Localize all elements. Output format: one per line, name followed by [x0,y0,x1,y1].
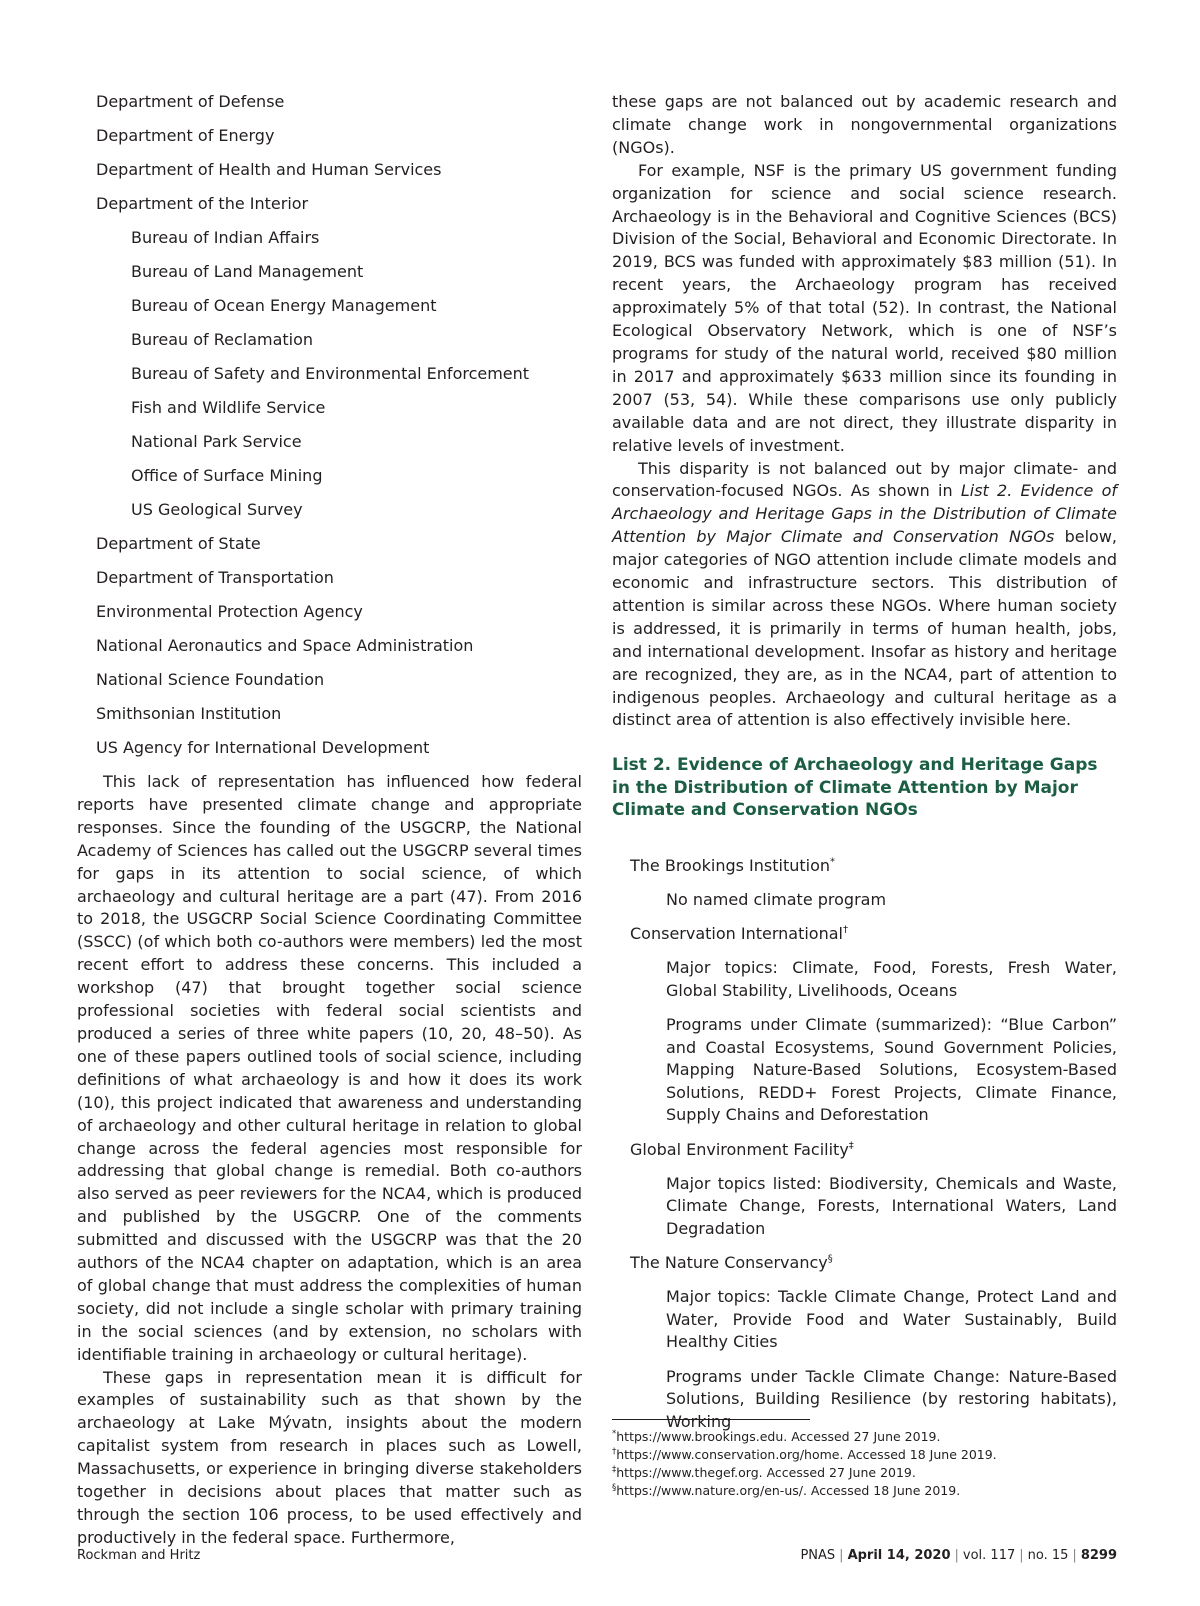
agency-item: Bureau of Land Management [131,262,364,281]
ngo-name-text: The Brookings Institution [630,855,831,875]
footnote-text: https://www.thegef.org. Accessed 27 June 2019. [616,1465,916,1480]
ngo-name [612,855,1117,877]
footnote [612,1464,1117,1482]
issue-date: April 14, 2020 [847,1548,951,1563]
ngo-name-text: The Nature Conservancy [630,1253,828,1273]
footnote [612,1446,1117,1464]
body-paragraph: For example, NSF is the primary US government funding organization for science and social science research. Archaeology is in the Behavioral and Cognitive Sciences (BCS) Division of the Social, Behavioral and Economic Directorate. In 2019, BCS was funded with approximately $83 million (51). In recent years, the Archaeology program has received approximately 5% of that total (52). In contrast, the National Ecological Observatory Network, which is one of NSF’s programs for study of the natural world, received $80 million in 2017 and approximately $633 million since its founding in 2007 (53, 54). While these comparisons use only publicly available data and are not direct, they illustrate disparity in relative levels of investment. [612,160,1117,455]
body-paragraph [612,458,1117,733]
agency-list [77,91,582,759]
agency-item: Bureau of Ocean Energy Management [131,296,437,315]
ngo-name-text: Global Environment Facility [630,1139,849,1159]
agency-item: National Science Foundation [96,670,325,689]
footnote-mark: * [830,856,836,868]
footer-citation: PNAS | April 14, 2020 | vol. 117 | no. 15 | 8299 [800,1548,1117,1563]
footnote-mark: ‡ [848,1140,854,1152]
ngo-detail: Major topics: Climate, Food, Forests, Fresh Water, Global Stability, Livelihoods, Oceans [666,958,1117,1000]
agency-item: Office of Surface Mining [131,466,323,485]
agency-item: Environmental Protection Agency [96,602,363,621]
ngo-detail: No named climate program [666,889,887,909]
paragraph-text: below, major categories of NGO attention include climate models and economic and infrastructure sectors. This distribution of attention is similar across these NGOs. Where human society is addressed, it is primarily in terms of human health, jobs, and international development. Insofar as history and heritage are recognized, they are, as in the NCA4, part of attention to indigenous peoples. Archaeology and cultural heritage as a distinct area of attention is also effectively invisible here. [612,527,1118,730]
footnote-mark: ‡ [612,1464,617,1475]
agency-item: National Aeronautics and Space Administration [96,636,474,655]
ngo-list [612,855,1117,1434]
left-column [77,91,582,1550]
footnote-mark: * [612,1428,617,1439]
footnote-mark: † [612,1446,617,1457]
footnote-mark: † [842,925,848,937]
page-number: 8299 [1080,1548,1117,1563]
agency-item: US Agency for International Development [96,738,430,757]
agency-item: Bureau of Reclamation [131,330,314,349]
agency-item: Department of the Interior [96,194,309,213]
right-column [612,91,1117,1445]
journal-name: PNAS [800,1548,836,1563]
list-reference: List 2. Evidence of Archaeology and Heritage Gaps in the Distribution of Climate Attention by Major Climate and Conservation NGOs [612,481,1118,547]
ngo-detail: Major topics: Tackle Climate Change, Protect Land and Water, Provide Food and Water Sustainably, Build Healthy Cities [666,1287,1117,1352]
footer-authors: Rockman and Hritz [77,1548,201,1563]
footnote-divider [612,1419,810,1420]
agency-item: Department of Transportation [96,568,334,587]
agency-item: Bureau of Safety and Environmental Enforcement [131,364,530,383]
agency-item: Fish and Wildlife Service [131,398,326,417]
agency-item: Department of State [96,534,261,553]
body-paragraph: These gaps in representation mean it is difficult for examples of sustainability such as that shown by the archaeology at Lake Mývatn, insights about the modern capitalist system from research in places such as Lowell, Massachusetts, or experience in bringing diverse stakeholders together in decisions about places that matter such as through the section 106 process, to be used effectively and productively in the federal space. Furthermore, [77,1367,582,1547]
body-paragraph: This lack of representation has influenced how federal reports have presented climate change and appropriate responses. Since the founding of the USGCRP, the National Academy of Sciences has called out the USGCRP several times for gaps in its attention to social science, of which archaeology and cultural heritage are a part (47). From 2016 to 2018, the USGCRP Social Science Coordinating Committee (SSCC) (of which both co-authors were members) led the most recent effort to address these concerns. This included a workshop (47) that brought together social science professional societies with federal social scientists and produced a series of three white papers (10, 20, 48–50). As one of these papers outlined tools of social science, including definitions of what archaeology is and how it does its work (10), this project indicated that awareness and understanding of archaeology and other cultural heritage in relation to global change across the federal agencies most responsible for addressing that global change is remedial. Both co-authors also served as peer reviewers for the NCA4, which is produced and published by the USGCRP. One of the comments submitted and discussed with the USGCRP was that the 20 authors of the NCA4 chapter on adaptation, which is an area of global change that must address the complexities of human society, did not include a single scholar with primary training in the social sciences (and by extension, no scholars with identifiable training in archaeology or cultural heritage). [77,772,582,1364]
ngo-name [612,1252,1117,1274]
agency-item: Department of Energy [96,126,275,145]
agency-item: Department of Defense [96,92,285,111]
footnote [612,1482,1117,1500]
footnote-mark: § [827,1254,833,1266]
paragraph-text: This disparity is not balanced out by major climate- and conservation-focused NGOs. As shown in [612,458,1117,501]
footnote-mark: § [612,1482,617,1493]
footnote-text: https://www.conservation.org/home. Accessed 18 June 2019. [616,1447,997,1462]
footnote-text: https://www.nature.org/en-us/. Accessed 18 June 2019. [616,1483,961,1498]
footnotes [612,1428,1117,1500]
ngo-name-text: Conservation International [630,924,843,944]
issue-number: no. 15 [1027,1548,1069,1563]
agency-item: US Geological Survey [131,500,303,519]
ngo-name [612,1139,1117,1161]
body-paragraph: these gaps are not balanced out by academic research and climate change work in nongovernmental organizations (NGOs). [612,92,1117,157]
agency-item: Department of Health and Human Services [96,160,442,179]
ngo-detail: Programs under Tackle Climate Change: Nature-Based Solutions, Building Resilience (by restoring habitats), Working [666,1366,1117,1431]
agency-item: National Park Service [131,432,302,451]
ngo-detail: Programs under Climate (summarized): “Blue Carbon” and Coastal Ecosystems, Sound Government Policies, Mapping Nature-Based Solutions, Ecosystem-Based Solutions, REDD+ Forest Projects, Climate Finance, Supply Chains and Deforestation [666,1015,1117,1125]
agency-item: Bureau of Indian Affairs [131,228,320,247]
agency-item: Smithsonian Institution [96,704,282,723]
volume: vol. 117 [962,1548,1016,1563]
footnote [612,1428,1117,1446]
list-title: List 2. Evidence of Archaeology and Heritage Gaps in the Distribution of Climate Attention by Major Climate and Conservation NGOs [612,755,1098,821]
ngo-name [612,923,1117,945]
footnote-text: https://www.brookings.edu. Accessed 27 June 2019. [616,1429,941,1444]
ngo-detail: Major topics listed: Biodiversity, Chemicals and Waste, Climate Change, Forests, International Waters, Land Degradation [666,1173,1117,1238]
